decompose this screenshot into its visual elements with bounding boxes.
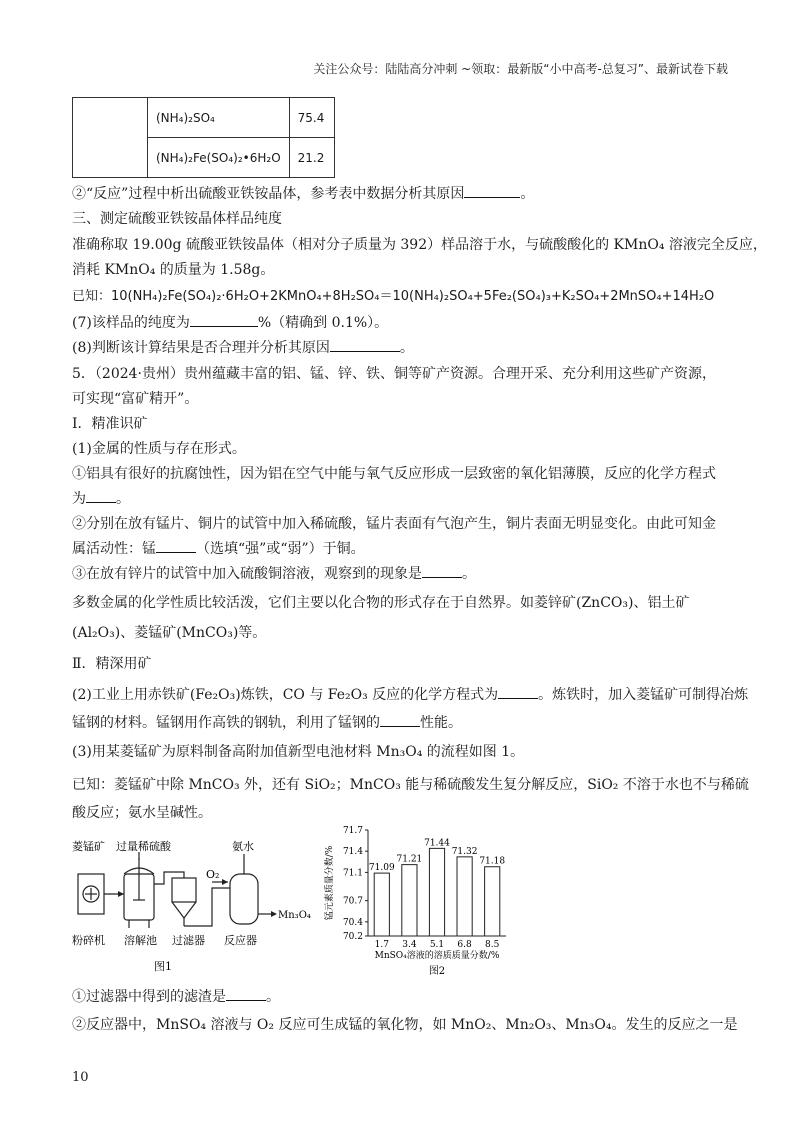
- page-number: 10: [72, 1070, 89, 1085]
- y-tick-label: 71.1: [342, 868, 363, 879]
- table-cell-formula: (NH₄)₂SO₄: [148, 98, 290, 138]
- section-heading: 三、测定硫酸亚铁铵晶体样品纯度: [72, 211, 282, 227]
- text-line: 多数金属的化学性质比较活泼，它们主要以化合物的形式存在于自然界。如菱锌矿(ZnCO₃)、铝土矿: [72, 595, 690, 611]
- label-acid: 过量稀硫酸: [116, 840, 171, 853]
- section-heading: Ⅱ．精深用矿: [72, 656, 152, 672]
- chart-bar: [485, 867, 500, 936]
- answer-blank: [422, 563, 462, 578]
- text-line: 5．（2024·贵州）贵州蕴藏丰富的铝、锰、锌、铁、铜等矿产资源。合理开采、充分利用这些矿产资源，: [72, 366, 716, 382]
- label-filter: 过滤器: [172, 934, 205, 947]
- chart-bar: [374, 873, 389, 936]
- answer-blank: [156, 538, 196, 553]
- question-7: (7)该样品的纯度为 %（精确到 0.1%）。: [72, 312, 740, 334]
- question-8: (8)判断该计算结果是否合理并分析其原因 。: [72, 337, 740, 359]
- bar-value-label: 71.09: [368, 863, 395, 874]
- label-product: Mn₃O₄: [278, 910, 311, 921]
- text-line: 属活动性：锰 （选填“强”或“弱”）于铜。: [72, 538, 740, 560]
- chart-bar: [402, 865, 417, 936]
- x-tick-label: 8.5: [485, 940, 500, 950]
- solubility-table: [72, 97, 335, 178]
- text-line: ②分别在放有锰片、铜片的试管中加入稀硫酸，锰片表面有气泡产生，铜片表面无明显变化。由此可知金: [72, 516, 716, 532]
- answer-blank: [498, 684, 538, 699]
- figure2-caption: 图2: [428, 966, 446, 977]
- text-line: (3)用某菱锰矿为原料制备高附加值新型电池材料 Mn₃O₄ 的流程如图 1。: [72, 744, 525, 760]
- text-line: ①过滤器中得到的滤渣是 。: [72, 986, 740, 1008]
- label-crusher: 粉碎机: [72, 934, 105, 947]
- y-tick-label: 70.4: [342, 917, 363, 928]
- answer-blank: [464, 183, 520, 198]
- answer-blank: [86, 488, 116, 503]
- manganese-bar-chart: [320, 822, 520, 982]
- text-line: 消耗 KMnO₄ 的质量为 1.58g。: [72, 262, 275, 278]
- section-heading: Ⅰ．精准识矿: [72, 416, 148, 432]
- equation-line: 已知：10(NH₄)₂Fe(SO₄)₂·6H₂O+2KMnO₄+8H₂SO₄＝10(NH₄)₂SO₄+5Fe₂(SO₄)₃+K₂SO₄+2MnSO₄+14H₂O: [72, 289, 715, 304]
- text-line: (1)金属的性质与存在形式。: [72, 441, 246, 457]
- answer-blank: [380, 712, 420, 727]
- text-line: 为 。: [72, 488, 740, 510]
- table-cell-formula: (NH₄)₂Fe(SO₄)₂•6H₂O: [148, 138, 290, 178]
- text-line: 已知：菱锰矿中除 MnCO₃ 外，还有 SiO₂；MnCO₃ 能与稀硫酸发生复分解反应，SiO₂ 不溶于水也不与稀硫: [72, 777, 749, 793]
- table-cell-value: 21.2: [289, 138, 334, 178]
- table-cell-empty: [73, 98, 148, 178]
- text-line: ②反应器中，MnSO₄ 溶液与 O₂ 反应可生成锰的氧化物，如 MnO₂、Mn₂O₃、Mn₃O₄。发生的反应之一是: [72, 1017, 738, 1033]
- answer-blank: [226, 986, 266, 1001]
- answer-blank: [330, 337, 400, 352]
- chart-bar: [457, 857, 472, 936]
- page-header: 关注公众号：陆陆高分冲刺 ~领取：最新版“小中高考-总复习”、最新试卷下载: [313, 62, 728, 76]
- y-tick-label: 71.7: [342, 826, 363, 836]
- label-ore: 菱锰矿: [72, 840, 105, 853]
- table-row: [73, 98, 335, 138]
- label-tank: 溶解池: [124, 934, 157, 947]
- x-tick-label: 5.1: [429, 940, 445, 950]
- label-ammonia: 氨水: [232, 840, 254, 853]
- y-tick-label: 70.2: [342, 932, 363, 942]
- label-reactor: 反应器: [224, 934, 257, 947]
- text-line: ②“反应”过程中析出硫酸亚铁铵晶体，参考表中数据分析其原因 。: [72, 183, 740, 205]
- filter-box: [172, 878, 196, 902]
- text-line: 准确称取 19.00g 硫酸亚铁铵晶体（相对分子质量为 392）样品溶于水，与硫酸酸化的 KMnO₄ 溶液完全反应，: [72, 237, 767, 253]
- x-tick-label: 3.4: [402, 940, 417, 950]
- bar-value-label: 71.18: [479, 856, 506, 867]
- text-line: (2)工业上用赤铁矿(Fe₂O₃)炼铁，CO 与 Fe₂O₃ 反应的化学方程式为 。炼铁时，加入菱锰矿可制得冶炼: [72, 684, 740, 706]
- text-line: (Al₂O₃)、菱锰矿(MnCO₃)等。: [72, 625, 267, 641]
- table-cell-value: 75.4: [289, 98, 334, 138]
- text-line: ①铝具有很好的抗腐蚀性，因为铝在空气中能与氧气反应形成一层致密的氧化铝薄膜，反应的化学方程式: [72, 466, 716, 482]
- y-axis-label: 锰元素质量分数/%: [325, 845, 335, 921]
- x-tick-label: 1.7: [374, 940, 389, 950]
- text-line: ③在放有锌片的试管中加入硫酸铜溶液，观察到的现象是 。: [72, 563, 740, 585]
- x-axis-label: MnSO₄溶液的溶质质量分数/%: [374, 951, 500, 961]
- figure1-caption: 图1: [154, 960, 172, 973]
- bar-value-label: 71.32: [451, 846, 478, 857]
- label-o2: O₂: [206, 868, 220, 881]
- bar-value-label: 71.21: [396, 854, 423, 865]
- process-flow-diagram: [72, 838, 312, 978]
- reactor-vessel: [230, 874, 258, 924]
- text-line: 酸反应；氨水呈碱性。: [72, 805, 212, 821]
- x-tick-label: 6.8: [457, 940, 472, 950]
- answer-blank: [190, 312, 258, 327]
- y-tick-label: 70.7: [342, 896, 363, 907]
- text-line: 可实现“富矿精开”。: [72, 391, 199, 407]
- y-tick-label: 71.4: [342, 847, 363, 858]
- text-line: 锰钢的材料。锰钢用作高铁的钢轨，利用了锰钢的 性能。: [72, 712, 740, 734]
- bar-value-label: 71.44: [424, 838, 450, 849]
- chart-bar: [429, 848, 444, 936]
